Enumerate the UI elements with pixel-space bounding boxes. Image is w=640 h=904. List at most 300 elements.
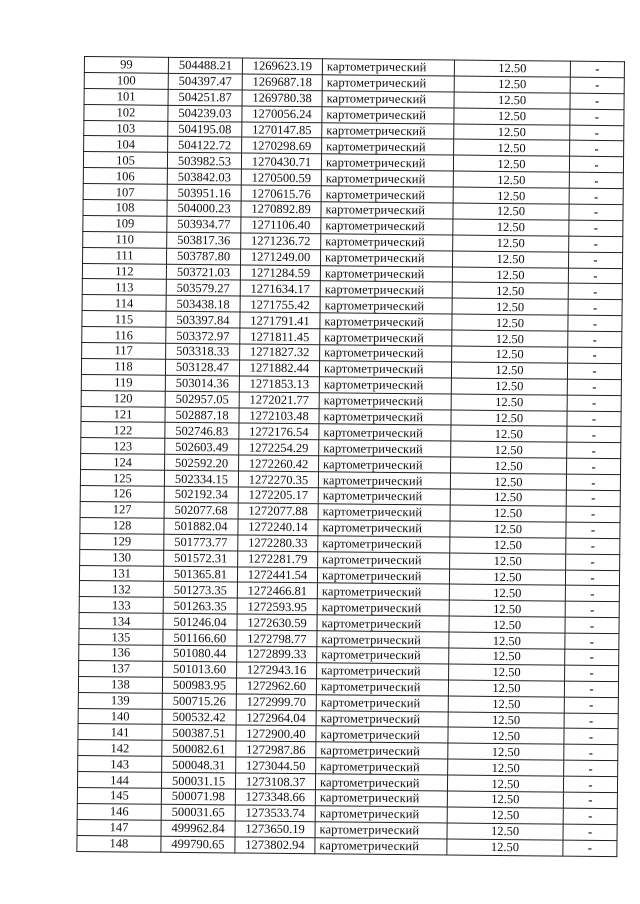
accuracy-cell: 12.50 xyxy=(449,664,565,681)
point-number-cell: 131 xyxy=(79,565,163,582)
point-number-cell: 111 xyxy=(83,247,167,264)
method-cell: картометрический xyxy=(317,631,449,648)
accuracy-cell: 12.50 xyxy=(452,298,568,315)
method-cell: картометрический xyxy=(322,59,454,76)
method-cell: картометрический xyxy=(316,742,448,759)
point-number-cell: 121 xyxy=(81,406,165,423)
x-coordinate-cell: 504195.08 xyxy=(168,121,242,138)
note-cell: - xyxy=(565,649,619,665)
point-number-cell: 105 xyxy=(83,152,167,169)
note-cell: - xyxy=(566,538,620,554)
method-cell: картометрический xyxy=(318,520,450,537)
note-cell: - xyxy=(565,570,619,586)
method-cell: картометрический xyxy=(320,265,452,282)
y-coordinate-cell: 1271106.40 xyxy=(241,217,321,234)
accuracy-cell: 12.50 xyxy=(452,251,568,268)
x-coordinate-cell: 500715.26 xyxy=(162,693,236,710)
point-number-cell: 114 xyxy=(82,295,166,312)
method-cell: картометрический xyxy=(321,202,453,219)
method-cell: картометрический xyxy=(316,758,448,775)
note-cell: - xyxy=(564,729,618,745)
point-number-cell: 113 xyxy=(82,279,166,296)
point-number-cell: 120 xyxy=(81,390,165,407)
accuracy-cell: 12.50 xyxy=(451,457,567,474)
note-cell: - xyxy=(567,458,621,474)
method-cell: картометрический xyxy=(321,154,453,171)
x-coordinate-cell: 503579.27 xyxy=(166,280,240,297)
note-cell: - xyxy=(563,808,617,824)
method-cell: картометрический xyxy=(316,694,448,711)
y-coordinate-cell: 1272176.54 xyxy=(239,423,319,440)
note-cell: - xyxy=(565,633,619,649)
point-number-cell: 142 xyxy=(78,740,162,757)
point-number-cell: 134 xyxy=(79,613,163,630)
point-number-cell: 143 xyxy=(78,756,162,773)
x-coordinate-cell: 501246.04 xyxy=(163,613,237,630)
accuracy-cell: 12.50 xyxy=(451,362,567,379)
y-coordinate-cell: 1273802.94 xyxy=(235,837,315,854)
note-cell: - xyxy=(569,220,623,236)
note-cell: - xyxy=(567,427,621,443)
point-number-cell: 110 xyxy=(83,231,167,248)
note-cell: - xyxy=(568,252,622,268)
method-cell: картометрический xyxy=(322,91,454,108)
y-coordinate-cell: 1269780.38 xyxy=(242,90,322,107)
x-coordinate-cell: 502077.68 xyxy=(164,502,238,519)
point-number-cell: 129 xyxy=(80,533,164,550)
method-cell: картометрический xyxy=(322,138,454,155)
accuracy-cell: 12.50 xyxy=(451,394,567,411)
note-cell: - xyxy=(567,443,621,459)
y-coordinate-cell: 1272205.17 xyxy=(238,487,318,504)
x-coordinate-cell: 504251.87 xyxy=(168,89,242,106)
note-cell: - xyxy=(570,77,624,93)
accuracy-cell: 12.50 xyxy=(452,346,568,363)
x-coordinate-cell: 503397.84 xyxy=(166,312,240,329)
note-cell: - xyxy=(563,792,617,808)
x-coordinate-cell: 500031.65 xyxy=(161,804,235,821)
method-cell: картометрический xyxy=(319,424,451,441)
x-coordinate-cell: 503014.36 xyxy=(165,375,239,392)
accuracy-cell: 12.50 xyxy=(454,140,570,157)
x-coordinate-cell: 501166.60 xyxy=(163,629,237,646)
y-coordinate-cell: 1272593.95 xyxy=(237,598,317,615)
y-coordinate-cell: 1271811.45 xyxy=(240,328,320,345)
accuracy-cell: 12.50 xyxy=(447,791,563,808)
y-coordinate-cell: 1270147.85 xyxy=(242,122,322,139)
method-cell: картометрический xyxy=(321,234,453,251)
point-number-cell: 128 xyxy=(80,517,164,534)
x-coordinate-cell: 500071.98 xyxy=(161,788,235,805)
accuracy-cell: 12.50 xyxy=(450,553,566,570)
x-coordinate-cell: 500983.95 xyxy=(162,677,236,694)
accuracy-cell: 12.50 xyxy=(447,839,563,856)
note-cell: - xyxy=(566,474,620,490)
point-number-cell: 124 xyxy=(81,454,165,471)
x-coordinate-cell: 502887.18 xyxy=(165,407,239,424)
x-coordinate-cell: 502592.20 xyxy=(165,455,239,472)
x-coordinate-cell: 499790.65 xyxy=(161,836,235,853)
method-cell: картометрический xyxy=(320,313,452,330)
method-cell: картометрический xyxy=(320,281,452,298)
x-coordinate-cell: 502603.49 xyxy=(165,439,239,456)
method-cell: картометрический xyxy=(322,122,454,139)
accuracy-cell: 12.50 xyxy=(454,108,570,125)
note-cell: - xyxy=(566,522,620,538)
note-cell: - xyxy=(568,347,622,363)
accuracy-cell: 12.50 xyxy=(448,712,564,729)
note-cell: - xyxy=(564,697,618,713)
accuracy-cell: 12.50 xyxy=(454,76,570,93)
accuracy-cell: 12.50 xyxy=(453,203,569,220)
accuracy-cell: 12.50 xyxy=(450,505,566,522)
x-coordinate-cell: 503318.33 xyxy=(166,343,240,360)
point-number-cell: 139 xyxy=(78,692,162,709)
accuracy-cell: 12.50 xyxy=(449,632,565,649)
method-cell: картометрический xyxy=(316,726,448,743)
accuracy-cell: 12.50 xyxy=(451,441,567,458)
accuracy-cell: 12.50 xyxy=(451,378,567,395)
note-cell: - xyxy=(564,713,618,729)
accuracy-cell: 12.50 xyxy=(450,537,566,554)
method-cell: картометрический xyxy=(317,663,449,680)
x-coordinate-cell: 501882.04 xyxy=(164,518,238,535)
x-coordinate-cell: 503438.18 xyxy=(166,296,240,313)
accuracy-cell: 12.50 xyxy=(453,155,569,172)
y-coordinate-cell: 1273108.37 xyxy=(235,773,315,790)
accuracy-cell: 12.50 xyxy=(454,124,570,141)
point-number-cell: 102 xyxy=(84,104,168,121)
y-coordinate-cell: 1271755.42 xyxy=(240,296,320,313)
accuracy-cell: 12.50 xyxy=(451,410,567,427)
point-number-cell: 112 xyxy=(82,263,166,280)
accuracy-cell: 12.50 xyxy=(449,648,565,665)
method-cell: картометрический xyxy=(316,710,448,727)
point-number-cell: 100 xyxy=(84,72,168,89)
point-number-cell: 99 xyxy=(84,57,168,74)
accuracy-cell: 12.50 xyxy=(450,489,566,506)
note-cell: - xyxy=(570,93,624,109)
accuracy-cell: 12.50 xyxy=(447,775,563,792)
note-cell: - xyxy=(567,379,621,395)
method-cell: картометрический xyxy=(318,504,450,521)
method-cell: картометрический xyxy=(319,440,451,457)
point-number-cell: 117 xyxy=(82,343,166,360)
note-cell: - xyxy=(569,188,623,204)
y-coordinate-cell: 1273044.50 xyxy=(236,757,316,774)
accuracy-cell: 12.50 xyxy=(447,807,563,824)
note-cell: - xyxy=(565,617,619,633)
method-cell: картометрический xyxy=(316,678,448,695)
point-number-cell: 130 xyxy=(80,549,164,566)
x-coordinate-cell: 504239.03 xyxy=(168,105,242,122)
note-cell: - xyxy=(563,824,617,840)
note-cell: - xyxy=(569,157,623,173)
accuracy-cell: 12.50 xyxy=(454,92,570,109)
point-number-cell: 103 xyxy=(84,120,168,137)
x-coordinate-cell: 501080.44 xyxy=(163,645,237,662)
x-coordinate-cell: 504000.23 xyxy=(167,200,241,217)
method-cell: картометрический xyxy=(319,377,451,394)
y-coordinate-cell: 1270892.89 xyxy=(241,201,321,218)
y-coordinate-cell: 1272021.77 xyxy=(239,392,319,409)
method-cell: картометрический xyxy=(318,551,450,568)
y-coordinate-cell: 1273533.74 xyxy=(235,805,315,822)
y-coordinate-cell: 1271284.59 xyxy=(240,265,320,282)
y-coordinate-cell: 1272630.59 xyxy=(237,614,317,631)
accuracy-cell: 12.50 xyxy=(453,171,569,188)
note-cell: - xyxy=(567,395,621,411)
note-cell: - xyxy=(564,681,618,697)
x-coordinate-cell: 501013.60 xyxy=(163,661,237,678)
x-coordinate-cell: 504488.21 xyxy=(168,57,242,74)
coordinates-table xyxy=(76,56,625,857)
y-coordinate-cell: 1269687.18 xyxy=(242,74,322,91)
accuracy-cell: 12.50 xyxy=(452,314,568,331)
point-number-cell: 135 xyxy=(79,629,163,646)
x-coordinate-cell: 501572.31 xyxy=(164,550,238,567)
y-coordinate-cell: 1272103.48 xyxy=(239,408,319,425)
method-cell: картометрический xyxy=(321,170,453,187)
point-number-cell: 146 xyxy=(77,803,161,820)
note-cell: - xyxy=(567,411,621,427)
point-number-cell: 127 xyxy=(80,501,164,518)
point-number-cell: 140 xyxy=(78,708,162,725)
x-coordinate-cell: 504122.72 xyxy=(168,137,242,154)
method-cell: картометрический xyxy=(315,806,447,823)
y-coordinate-cell: 1272281.79 xyxy=(238,551,318,568)
note-cell: - xyxy=(568,331,622,347)
accuracy-cell: 12.50 xyxy=(449,600,565,617)
note-cell: - xyxy=(565,586,619,602)
x-coordinate-cell: 503951.16 xyxy=(167,184,241,201)
note-cell: - xyxy=(568,284,622,300)
point-number-cell: 119 xyxy=(81,374,165,391)
accuracy-cell: 12.50 xyxy=(448,696,564,713)
x-coordinate-cell: 504397.47 xyxy=(168,73,242,90)
y-coordinate-cell: 1272254.29 xyxy=(239,439,319,456)
note-cell: - xyxy=(568,268,622,284)
point-number-cell: 137 xyxy=(79,660,163,677)
point-number-cell: 106 xyxy=(83,168,167,185)
point-number-cell: 133 xyxy=(79,597,163,614)
note-cell: - xyxy=(563,776,617,792)
x-coordinate-cell: 503721.03 xyxy=(166,264,240,281)
note-cell: - xyxy=(566,490,620,506)
method-cell: картометрический xyxy=(317,615,449,632)
method-cell: картометрический xyxy=(318,472,450,489)
accuracy-cell: 12.50 xyxy=(448,680,564,697)
y-coordinate-cell: 1271236.72 xyxy=(241,233,321,250)
point-number-cell: 109 xyxy=(83,215,167,232)
accuracy-cell: 12.50 xyxy=(453,235,569,252)
accuracy-cell: 12.50 xyxy=(452,267,568,284)
method-cell: картометрический xyxy=(321,218,453,235)
x-coordinate-cell: 503372.97 xyxy=(166,327,240,344)
point-number-cell: 144 xyxy=(77,772,161,789)
point-number-cell: 136 xyxy=(79,644,163,661)
x-coordinate-cell: 502334.15 xyxy=(164,470,238,487)
accuracy-cell: 12.50 xyxy=(448,759,564,776)
x-coordinate-cell: 500082.61 xyxy=(162,741,236,758)
accuracy-cell: 12.50 xyxy=(449,584,565,601)
x-coordinate-cell: 501273.35 xyxy=(163,582,237,599)
point-number-cell: 116 xyxy=(82,327,166,344)
point-number-cell: 132 xyxy=(79,581,163,598)
method-cell: картометрический xyxy=(315,822,447,839)
note-cell: - xyxy=(564,760,618,776)
accuracy-cell: 12.50 xyxy=(452,283,568,300)
y-coordinate-cell: 1273348.66 xyxy=(235,789,315,806)
accuracy-cell: 12.50 xyxy=(450,473,566,490)
accuracy-cell: 12.50 xyxy=(450,521,566,538)
y-coordinate-cell: 1273650.19 xyxy=(235,821,315,838)
accuracy-cell: 12.50 xyxy=(452,330,568,347)
point-number-cell: 125 xyxy=(80,470,164,487)
point-number-cell: 101 xyxy=(84,88,168,105)
method-cell: картометрический xyxy=(320,345,452,362)
point-number-cell: 108 xyxy=(83,200,167,217)
point-number-cell: 145 xyxy=(77,787,161,804)
y-coordinate-cell: 1271882.44 xyxy=(239,360,319,377)
y-coordinate-cell: 1272077.88 xyxy=(238,503,318,520)
y-coordinate-cell: 1269623.19 xyxy=(242,58,322,75)
y-coordinate-cell: 1272466.81 xyxy=(237,582,317,599)
x-coordinate-cell: 501365.81 xyxy=(163,566,237,583)
y-coordinate-cell: 1270298.69 xyxy=(242,137,322,154)
y-coordinate-cell: 1272260.42 xyxy=(239,455,319,472)
note-cell: - xyxy=(570,109,624,125)
method-cell: картометрический xyxy=(320,329,452,346)
point-number-cell: 123 xyxy=(81,438,165,455)
x-coordinate-cell: 500532.42 xyxy=(162,709,236,726)
method-cell: картометрический xyxy=(321,186,453,203)
method-cell: картометрический xyxy=(317,599,449,616)
method-cell: картометрический xyxy=(315,790,447,807)
y-coordinate-cell: 1272999.70 xyxy=(236,694,316,711)
note-cell: - xyxy=(565,665,619,681)
method-cell: картометрический xyxy=(317,647,449,664)
y-coordinate-cell: 1272987.86 xyxy=(236,741,316,758)
y-coordinate-cell: 1271827.32 xyxy=(240,344,320,361)
y-coordinate-cell: 1272441.54 xyxy=(237,566,317,583)
note-cell: - xyxy=(564,744,618,760)
y-coordinate-cell: 1270615.76 xyxy=(241,185,321,202)
y-coordinate-cell: 1272943.16 xyxy=(237,662,317,679)
method-cell: картометрический xyxy=(315,774,447,791)
note-cell: - xyxy=(570,61,624,77)
x-coordinate-cell: 503817.36 xyxy=(167,232,241,249)
note-cell: - xyxy=(567,363,621,379)
accuracy-cell: 12.50 xyxy=(454,60,570,77)
point-number-cell: 148 xyxy=(77,835,161,852)
note-cell: - xyxy=(563,840,617,856)
note-cell: - xyxy=(566,554,620,570)
y-coordinate-cell: 1270430.71 xyxy=(241,153,321,170)
coordinates-table-body xyxy=(77,57,625,857)
x-coordinate-cell: 502957.05 xyxy=(165,391,239,408)
point-number-cell: 147 xyxy=(77,819,161,836)
x-coordinate-cell: 503982.53 xyxy=(167,153,241,170)
y-coordinate-cell: 1272280.33 xyxy=(238,535,318,552)
note-cell: - xyxy=(565,601,619,617)
x-coordinate-cell: 503128.47 xyxy=(165,359,239,376)
point-number-cell: 126 xyxy=(80,486,164,503)
method-cell: картометрический xyxy=(319,456,451,473)
method-cell: картометрический xyxy=(319,408,451,425)
point-number-cell: 115 xyxy=(82,311,166,328)
y-coordinate-cell: 1271791.41 xyxy=(240,312,320,329)
x-coordinate-cell: 500387.51 xyxy=(162,725,236,742)
x-coordinate-cell: 501263.35 xyxy=(163,598,237,615)
y-coordinate-cell: 1270056.24 xyxy=(242,106,322,123)
y-coordinate-cell: 1271634.17 xyxy=(240,280,320,297)
method-cell: картометрический xyxy=(322,106,454,123)
x-coordinate-cell: 500031.15 xyxy=(161,772,235,789)
x-coordinate-cell: 499962.84 xyxy=(161,820,235,837)
accuracy-cell: 12.50 xyxy=(453,187,569,204)
y-coordinate-cell: 1271853.13 xyxy=(239,376,319,393)
accuracy-cell: 12.50 xyxy=(453,219,569,236)
note-cell: - xyxy=(569,204,623,220)
y-coordinate-cell: 1272900.40 xyxy=(236,725,316,742)
y-coordinate-cell: 1272964.04 xyxy=(236,710,316,727)
method-cell: картометрический xyxy=(320,297,452,314)
accuracy-cell: 12.50 xyxy=(448,743,564,760)
y-coordinate-cell: 1272798.77 xyxy=(237,630,317,647)
y-coordinate-cell: 1272962.60 xyxy=(236,678,316,695)
x-coordinate-cell: 502746.83 xyxy=(165,423,239,440)
x-coordinate-cell: 503842.03 xyxy=(167,169,241,186)
method-cell: картометрический xyxy=(317,583,449,600)
method-cell: картометрический xyxy=(319,392,451,409)
y-coordinate-cell: 1272240.14 xyxy=(238,519,318,536)
x-coordinate-cell: 503934.77 xyxy=(167,216,241,233)
point-number-cell: 138 xyxy=(78,676,162,693)
point-number-cell: 104 xyxy=(84,136,168,153)
method-cell: картометрический xyxy=(322,75,454,92)
point-number-cell: 141 xyxy=(78,724,162,741)
method-cell: картометрический xyxy=(317,567,449,584)
accuracy-cell: 12.50 xyxy=(449,616,565,633)
note-cell: - xyxy=(569,172,623,188)
x-coordinate-cell: 503787.80 xyxy=(167,248,241,265)
x-coordinate-cell: 502192.34 xyxy=(164,486,238,503)
y-coordinate-cell: 1272270.35 xyxy=(238,471,318,488)
note-cell: - xyxy=(569,236,623,252)
accuracy-cell: 12.50 xyxy=(447,823,563,840)
note-cell: - xyxy=(568,315,622,331)
y-coordinate-cell: 1272899.33 xyxy=(237,646,317,663)
method-cell: картометрический xyxy=(319,361,451,378)
point-number-cell: 122 xyxy=(81,422,165,439)
note-cell: - xyxy=(568,300,622,316)
y-coordinate-cell: 1270500.59 xyxy=(241,169,321,186)
x-coordinate-cell: 501773.77 xyxy=(164,534,238,551)
method-cell: картометрический xyxy=(318,535,450,552)
note-cell: - xyxy=(566,506,620,522)
point-number-cell: 118 xyxy=(81,358,165,375)
accuracy-cell: 12.50 xyxy=(448,727,564,744)
x-coordinate-cell: 500048.31 xyxy=(162,756,236,773)
method-cell: картометрический xyxy=(315,837,447,854)
accuracy-cell: 12.50 xyxy=(449,569,565,586)
accuracy-cell: 12.50 xyxy=(451,426,567,443)
note-cell: - xyxy=(570,125,624,141)
method-cell: картометрический xyxy=(318,488,450,505)
point-number-cell: 107 xyxy=(83,184,167,201)
method-cell: картометрический xyxy=(321,249,453,266)
